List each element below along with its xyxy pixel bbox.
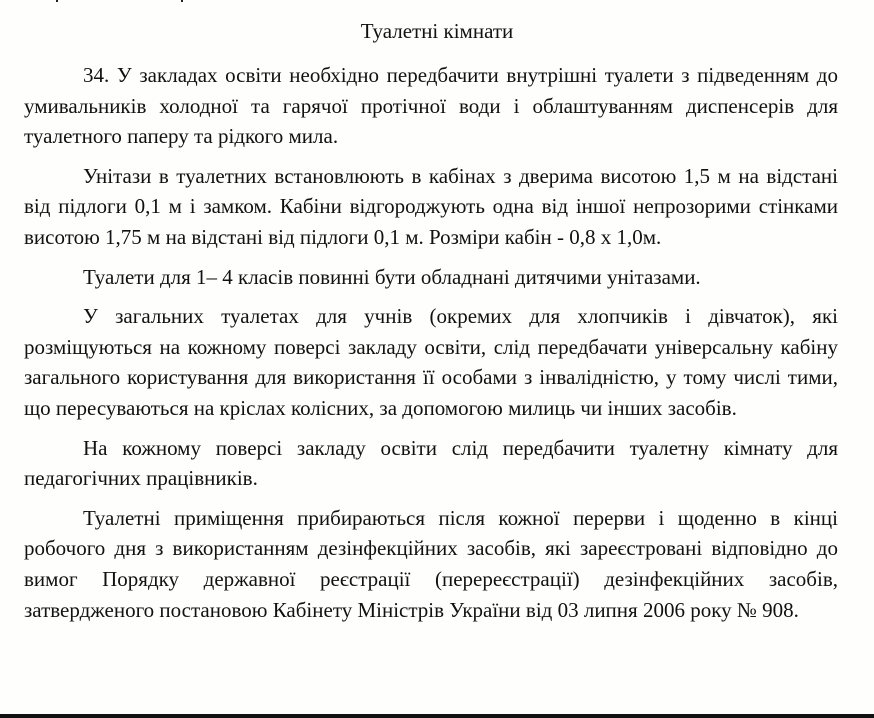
paragraph-34-internal-toilets: 34. У закладах освіти необхідно передбачити внутрішні туалети з підведенням до умивальників холодної та гарячої протічної води і облаштуванням диспенсерів для туалетного паперу та рідкого мила. xyxy=(24,63,838,149)
clipped-glyph-fragment xyxy=(56,0,58,2)
paragraph-grades-1-4-toilets: Туалети для 1– 4 класів повинні бути обладнані дитячими унітазами. xyxy=(83,264,701,289)
bottom-edge-bar xyxy=(0,714,874,718)
paragraph-accessible-cabin: У загальних туалетах для учнів (окремих для хлопчиків і дівчаток), які розміщуються на кожному поверсі закладу освіти, слід передбачати універсальну кабіну загального користування для використання її особами з інвалідністю, у тому числі тими, що пересуваються на кріслах колісних, за допомогою милиць чи інших засобів. xyxy=(24,304,838,420)
document-body xyxy=(24,60,838,625)
paragraph-toilet-cabins: Унітази в туалетних встановлюють в кабінах з дверима висотою 1,5 м на відстані від підлоги 0,1 м і замком. Кабіни відгороджують одна від іншої непрозорими стінками висотою 1,75 м на відстані від підлоги 0,1 м. Розміри кабін - 0,8 х 1,0м. xyxy=(24,163,838,249)
paragraph-cleaning-requirements: Туалетні приміщення прибираються після кожної перерви і щоденно в кінці робочого дня з використанням дезінфекційних засобів, які зареєстровані відповідно до вимог Порядку державної реєстрації (перереєстрації) дезінфекційних засобів, затвердженого постановою Кабінету Міністрів України від 03 липня 2006 року № 908. xyxy=(24,505,838,622)
clipped-previous-line xyxy=(0,0,874,6)
paragraph-staff-toilet: На кожному поверсі закладу освіти слід передбачити туалетну кімнату для педагогічних працівників. xyxy=(24,435,838,491)
clipped-glyph-fragment xyxy=(181,0,183,2)
section-heading: Туалетні кімнати xyxy=(360,19,514,43)
